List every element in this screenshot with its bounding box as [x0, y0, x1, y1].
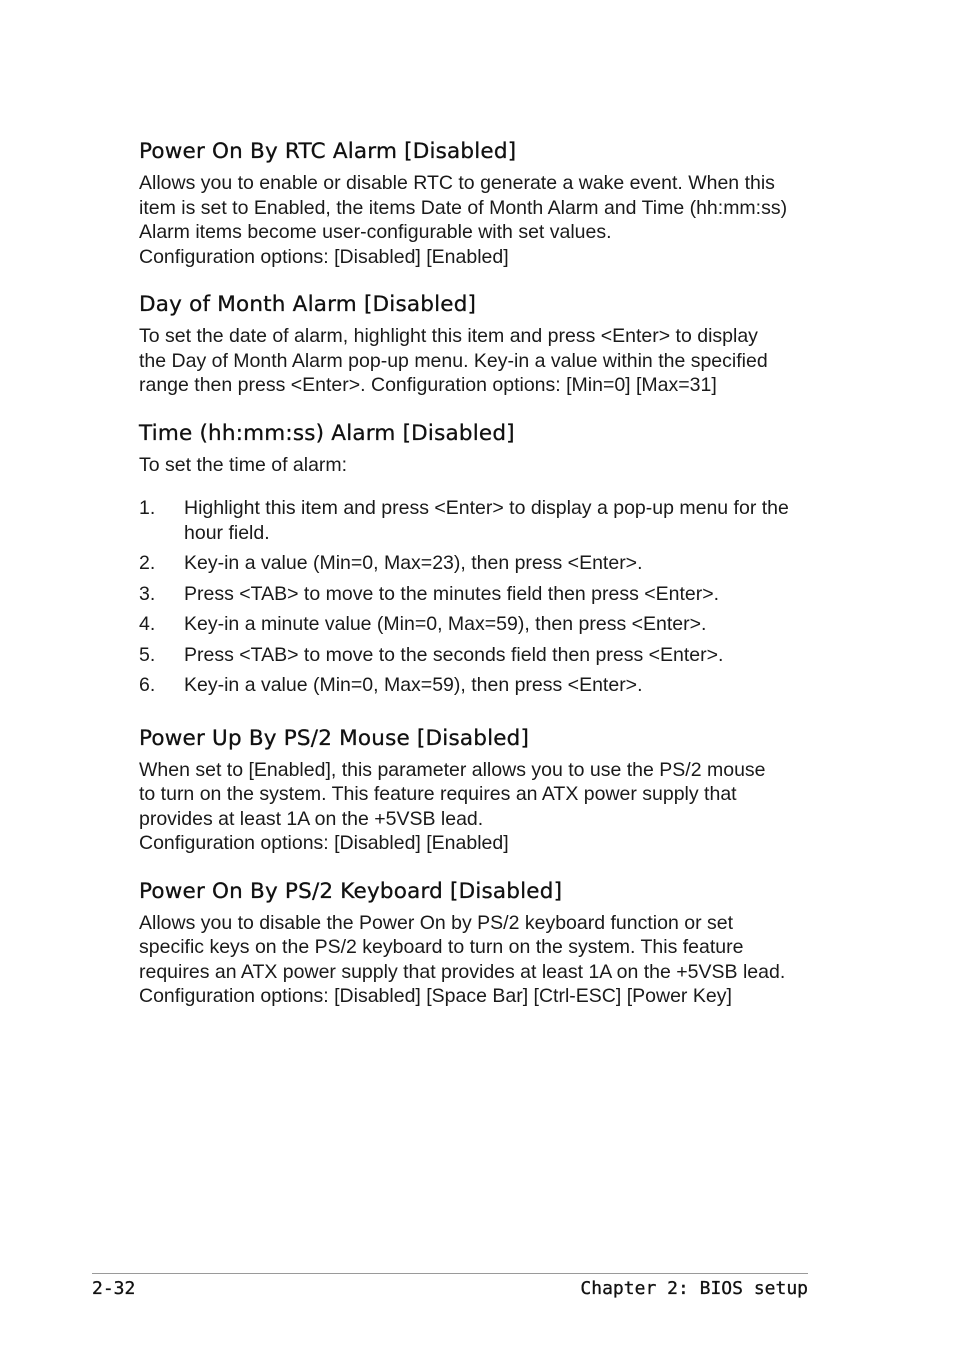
step-line: hour field.	[184, 521, 270, 544]
section-ps2-mouse	[139, 725, 819, 856]
section-heading: Time (hh:mm:ss) Alarm [Disabled]	[139, 420, 515, 446]
body-line: Configuration options: [Disabled] [Space Bar] [Ctrl-ESC] [Power Key]	[139, 985, 732, 1007]
list-item	[139, 643, 819, 668]
step-text: Press <TAB> to move to the seconds field then press <Enter>.	[184, 643, 724, 666]
step-text: Press <TAB> to move to the minutes field then press <Enter>.	[184, 582, 720, 605]
steps-list	[139, 496, 819, 698]
list-item	[139, 612, 819, 637]
body-line: Configuration options: [Disabled] [Enabled]	[139, 245, 509, 268]
step-number: 1.	[139, 497, 156, 519]
step-number: 4.	[139, 613, 156, 635]
section-heading: Power On By PS/2 Keyboard [Disabled]	[139, 878, 563, 904]
step-number: 5.	[139, 643, 156, 666]
page-footer	[92, 1278, 808, 1299]
body-line: range then press <Enter>. Configuration options: [Min=0] [Max=31]	[139, 374, 717, 396]
body-line: Allows you to enable or disable RTC to generate a wake event. When this	[139, 172, 775, 194]
body-line: When set to [Enabled], this parameter allows you to use the PS/2 mouse	[139, 758, 766, 781]
body-line: specific keys on the PS/2 keyboard to turn on the system. This feature	[139, 936, 744, 958]
section-heading: Day of Month Alarm [Disabled]	[139, 292, 477, 317]
list-item	[139, 551, 819, 576]
step-text: Key-in a value (Min=0, Max=59), then press <Enter>.	[184, 674, 643, 696]
section-time-alarm	[139, 420, 819, 698]
page-number: 2-32	[92, 1278, 136, 1299]
section-ps2-keyboard	[139, 878, 819, 1009]
section-day-of-month-alarm	[139, 291, 819, 398]
section-rtc-alarm	[139, 138, 819, 269]
list-item	[139, 582, 819, 607]
section-heading: Power Up By PS/2 Mouse [Disabled]	[139, 725, 530, 751]
body-line: provides at least 1A on the +5VSB lead.	[139, 807, 484, 830]
step-text: Key-in a minute value (Min=0, Max=59), then press <Enter>.	[184, 613, 707, 635]
section-heading: Power On By RTC Alarm [Disabled]	[139, 139, 517, 164]
body-line: To set the time of alarm:	[139, 453, 348, 476]
step-text: Key-in a value (Min=0, Max=23), then press <Enter>.	[184, 552, 643, 574]
step-number: 6.	[139, 674, 156, 696]
page-content	[139, 138, 819, 1009]
body-line: requires an ATX power supply that provides at least 1A on the +5VSB lead.	[139, 960, 786, 983]
footer-divider	[92, 1273, 808, 1274]
body-line: To set the date of alarm, highlight this item and press <Enter> to display	[139, 325, 758, 347]
body-line: Alarm items become user-configurable with set values.	[139, 221, 612, 243]
body-line: the Day of Month Alarm pop-up menu. Key-in a value within the specified	[139, 349, 768, 372]
step-number: 3.	[139, 582, 156, 605]
step-text	[184, 496, 819, 545]
chapter-title: Chapter 2: BIOS setup	[580, 1278, 808, 1299]
body-line: item is set to Enabled, the items Date of Month Alarm and Time (hh:mm:ss)	[139, 196, 788, 219]
list-item	[139, 673, 819, 698]
body-line: Configuration options: [Disabled] [Enabled]	[139, 832, 509, 854]
list-item	[139, 496, 819, 545]
body-line: Allows you to disable the Power On by PS/2 keyboard function or set	[139, 911, 733, 934]
step-number: 2.	[139, 552, 156, 574]
body-line: to turn on the system. This feature requires an ATX power supply that	[139, 783, 737, 805]
step-line: Highlight this item and press <Enter> to display a pop-up menu for the	[184, 497, 789, 519]
